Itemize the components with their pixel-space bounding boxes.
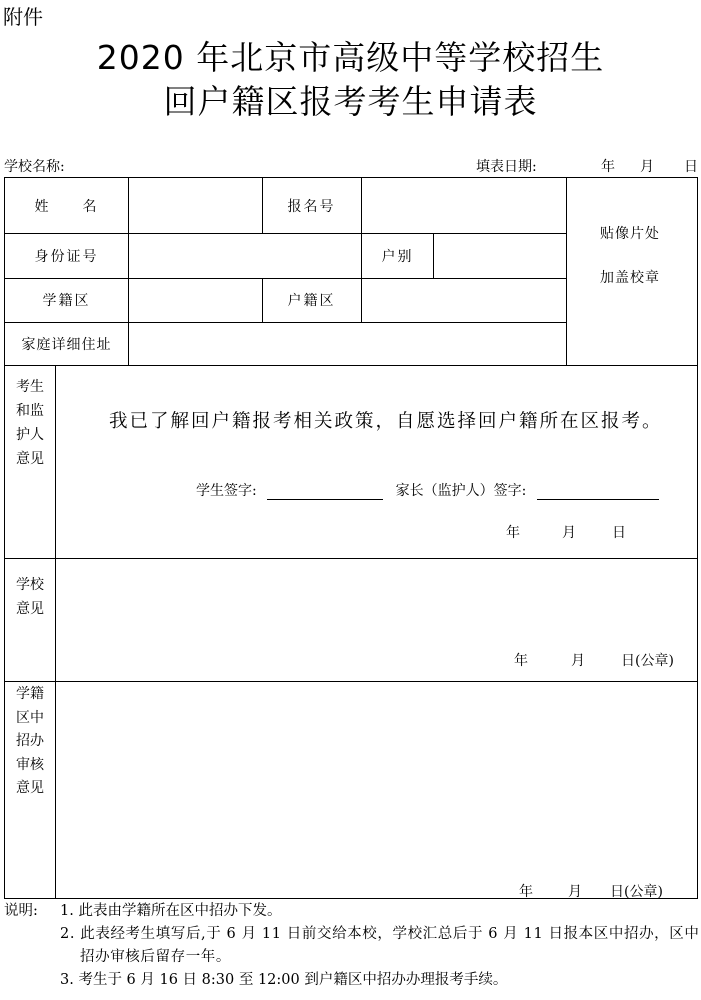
fill-date-month: 月 [640, 159, 654, 175]
fill-date-day: 日 [684, 159, 698, 175]
registration-number-field[interactable] [362, 178, 566, 233]
parent-signature-label: 家长（监护人）签字: [395, 483, 527, 499]
school-opinion-label: 学校意见 [16, 577, 44, 617]
school-opinion-month: 月 [571, 653, 585, 669]
id-number-field[interactable] [129, 233, 361, 278]
school-opinion-field[interactable] [56, 559, 697, 681]
notes-list [60, 900, 700, 992]
photo-area-line1: 贴像片处 [600, 226, 660, 242]
signature-line [196, 480, 659, 500]
notes-label: 说明: [4, 903, 38, 919]
home-address-field[interactable] [129, 322, 566, 365]
district-review-opinion-label: 学籍区中招办审核意见 [16, 686, 44, 796]
school-opinion-year: 年 [514, 653, 528, 669]
home-address-label: 家庭详细住址 [21, 336, 112, 353]
district-seal-label: (公章) [624, 884, 663, 900]
student-signature-label: 学生签字: [196, 483, 257, 499]
school-name-label: 学校名称: [4, 159, 65, 175]
fill-date-label: 填表日期: [476, 159, 537, 175]
name-field[interactable] [129, 178, 262, 233]
student-guardian-opinion-label: 考生和监护人意见 [16, 379, 44, 467]
statement-text: 我已了解回户籍报考相关政策，自愿选择回户籍所在区报考。 [109, 411, 663, 432]
photo-area [567, 178, 697, 365]
attachment-label: 附件 [3, 5, 43, 29]
student-signature-field[interactable] [267, 483, 383, 500]
note-item: 2. 此表经考生填写后,于 6 月 11 日前交给本校，学校汇总后于 6 月 11 日报本区中招办，区中招办审核后留存一年。 [60, 926, 700, 965]
application-form [4, 177, 698, 899]
district-review-day: 日(公章) [610, 884, 663, 900]
school-seal-label: (公章) [635, 653, 674, 669]
hukou-district-field[interactable] [362, 278, 566, 322]
hukou-district-label: 户籍区 [287, 293, 336, 309]
registration-number-label: 报名号 [287, 198, 336, 215]
note-item: 3. 考生于 6 月 16 日 8:30 至 12:00 到户籍区中招办办理报考手续。 [60, 972, 508, 988]
opinion-date-year: 年 [506, 525, 520, 541]
id-number-label: 身份证号 [34, 248, 99, 265]
district-review-month: 月 [568, 884, 582, 900]
household-type-label: 户别 [381, 248, 414, 265]
parent-signature-field[interactable] [537, 483, 659, 500]
page-subtitle: 回户籍区报考考生申请表 [163, 82, 538, 121]
fill-date-year: 年 [601, 159, 615, 175]
household-type-field[interactable] [434, 233, 566, 278]
page-title: 2020 年北京市高级中等学校招生 [96, 38, 605, 77]
opinion-date-day: 日 [612, 525, 626, 541]
name-label: 姓 名 [34, 198, 99, 215]
school-opinion-day: 日(公章) [621, 653, 674, 669]
district-review-year: 年 [519, 884, 533, 900]
note-item: 1. 此表由学籍所在区中招办下发。 [60, 903, 282, 919]
photo-area-line2: 加盖校章 [600, 270, 660, 286]
school-district-field[interactable] [129, 278, 262, 322]
opinion-date-month: 月 [562, 525, 576, 541]
school-district-label: 学籍区 [42, 293, 91, 309]
district-review-field[interactable] [56, 682, 697, 898]
